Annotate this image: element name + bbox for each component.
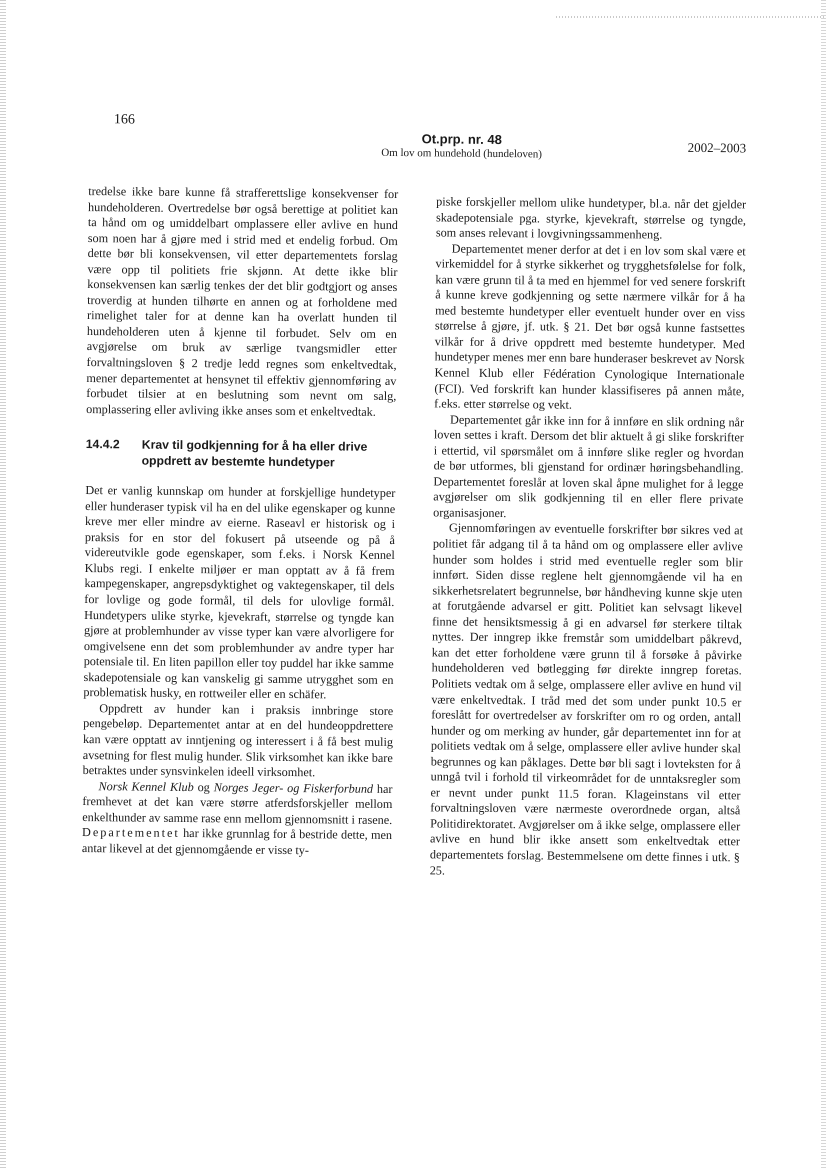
page-number: 166 (113, 112, 135, 128)
running-header (312, 130, 612, 161)
paragraph-continuation: tredelse ikke bare kunne få strafferettslige konsekvenser for hundeholderen. Overtredelse bør også berettige at politiet kan ta hånd om og umiddelbart omplassere eller avlive en hund som noen har å gjøre med i strid med et endelig forbud. Om dette bør bli konsekvensen, vil etter departementets forslag være opp til politiets frie skjønn. At dette ikke blir konsekvensen kan særlig tenkes der det blir godtgjort og anses troverdig at hunden tilhørte en annen og at forholdene med rimelighet taler for at denne kan ha overlatt hunden til hundeholderen uten å kjenne til forbudet. Selv om en avgjørelse om bruk av særlige tvangsmidler etter forvaltningsloven § 2 tredje ledd regnes som enkeltvedtak, mener departementet at hensynet til effektiv gjennomføring av forbudet tilsier at en beslutning som nevnt om salg, omplassering eller avliving ikke anses som et enkeltvedtak. (86, 184, 399, 419)
paragraph (82, 779, 393, 860)
scan-edge-left (0, 0, 6, 1169)
organization-name: Norges Jeger- og Fiskerforbund (213, 779, 374, 796)
section-title: Krav til godkjenning for å ha eller drive oppdrett av bestemte hundetyper (141, 437, 368, 470)
paragraph: Departementet mener derfor at det i en lov som skal være et virkemiddel for å styrke sikkerhet og trygghetsfølelse for folk, kan være grunn til å ta med en hjemmel for ved senere forskrift å kunne kreve godkjenning og sette nærmere vilkår for å ha med bestemte hundetyper eller eventuelt hunder over en viss størrelse å gjøre, jf. utk. § 21. Det bør også kunne fastsettes vilkår for å drive oppdrett med bestemte hundetyper. Med hundetyper menes mer enn bare hunderaser beskrevet av Norsk Kennel Klub eller Fédération Cynologique Internationale (FCI). Ved forskrift kan hunder klassifiseres på annen måte, f.eks. etter størrelse og vekt. (434, 241, 746, 412)
paragraph-text: har fremhevet at det kan være større atferdsforskjeller mellom enkelthunder av samme rase enn mellom gjennomsnitt i rasene. (82, 781, 393, 827)
organization-name: Norsk Kennel Klub (98, 778, 194, 794)
paragraph-text: og (193, 779, 214, 794)
document-subtitle: Om lov om hundehold (hundeloven) (381, 146, 543, 161)
paragraph: Det er vanlig kunnskap om hunder at forskjellige hundetyper eller hunderaser typisk vil ha en del ulike egenskaper og kunne kreve mer eller mindre av eierne. Raseavl er historisk og i praksis for en stor del fokusert på utseende og på å videreutvikle gode egenskaper, som f.eks. i Norsk Kennel Klubs regi. I enkelte miljøer er man opptatt av å få frem kampegenskaper, angrepsdyktighet og vaktegenskaper, til dels for lovlige og gode formål, til dels for ulovlige formål. Hundetypers ulike styrke, kjevekraft, størrelse og tyngde kan gjøre at problemhunder av visse typer kan være alvorligere for omgivelsene enn det som problemhunder av andre typer har potensiale til. En liten papillon eller toy puddel har ikke samme skadepotensiale og kan vanskelig gi samme utrygghet som en problematisk husky, en rottweiler eller en schäfer. (83, 483, 396, 702)
paragraph-continuation: piske forskjeller mellom ulike hundetyper, bl.a. når det gjelder skadepotensiale pga. styrke, kjevekraft, størrelse og tyngde, som anses relevant i lovgivningssammenheng. (435, 194, 747, 242)
document-page (72, 112, 762, 1118)
paragraph: Departementet går ikke inn for å innføre en slik ordning når loven settes i kraft. Dersom det blir aktuelt å gi slike forskrifter i ettertid, vil spørsmålet om å innføre slike regler og hvordan de bør utformes, bli gjenstand for ordinær høringsbehandling. Departementet foreslår at loven skal åpne mulighet for å legge avgjørelser om slik godkjenning til en eller flere private organisasjoner. (433, 412, 745, 521)
paragraph: Gjennomføringen av eventuelle forskrifter bør sikres ved at politiet får adgang til å ta hånd om og omplassere eller avlive hunder som holdes i strid med eventuelle regler som blir innført. Siden disse reglene helt gjennomgående vil ha en sikkerhetsrelatert begrunnelse, bør håndheving kunne skje uten at forutgående advarsel er gitt. Politiet kan selvsagt likevel finne det hensiktsmessig å gi en advarsel før sterkere tiltak nyttes. Der inngrep ikke fremstår som umiddelbart påkrevd, kan det etter forholdene være grunn til å forsøke å påvirke hundeholderen ved bøtlegging før direkte inngrep foretas. Politiets vedtak om å selge, omplassere eller avlive en hund vil være enkeltvedtak. I tråd med det som under punkt 10.5 er foreslått for overtredelser av forskrifter om ro og orden, antall hunder og om merking av hunder, går departementet inn for at politiets vedtak om å selge, omplassere eller avlive hunder skal begrunnes og kan påklages. Dette bør bli sagt i lovteksten for å unngå tvil i forhold til virkeområdet for de unntaksregler som er nevnt under punkt 11.5 foran. Klageinstans vil etter forvaltningsloven være nærmeste overordnede organ, altså Politidirektoratet. Avgjørelser om å ikke selge, omplassere eller avlive en hund blir ikke ansett som enkeltvedtak etter departementets forslag. Bestemmelsene om dette finnes i utk. § 25. (429, 521, 744, 878)
scan-edge-right (821, 0, 826, 1169)
section-number: 14.4.2 (85, 437, 120, 452)
paragraph-text: har ikke grunnlag for å bestride dette, men antar likevel at det gjennomgående er visse ty- (81, 826, 393, 857)
document-title: Ot.prp. nr. 48 (421, 131, 502, 148)
paragraph: Oppdrett av hunder kan i praksis innbringe store pengebeløp. Departementet antar at en del hundeoppdrettere kan være opptatt av inntjening og interessert i å få best mulig avsetning for flest mulig hunder. Slik virksomhet kan ikke bare betraktes under synsvinkelen ideell virksomhet. (82, 701, 394, 780)
document-year: 2002–2003 (687, 139, 747, 156)
section-heading (86, 437, 396, 471)
scan-edge-top (556, 16, 826, 18)
left-column (82, 184, 398, 859)
right-column (430, 194, 747, 881)
emphasized-word: Departementet (82, 825, 180, 841)
